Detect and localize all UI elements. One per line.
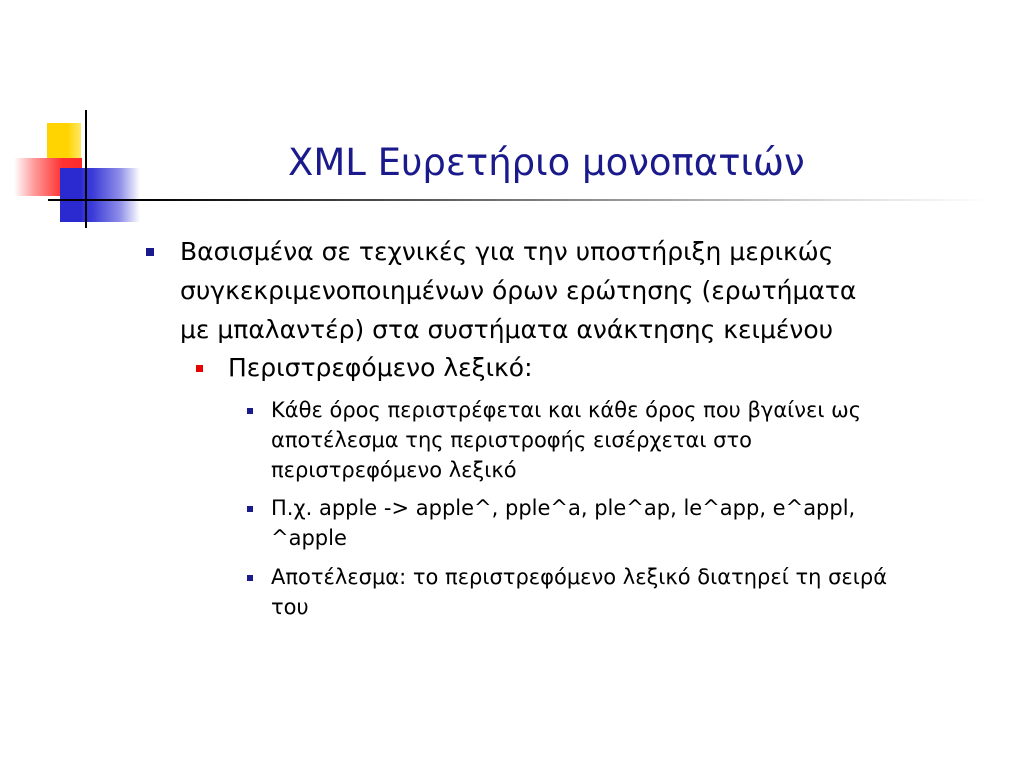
bullet-text xyxy=(271,395,861,485)
bullet-text xyxy=(228,348,533,388)
bullet-line: συγκεκριμενοποιημένων όρων ερώτησης (ερωτήματα xyxy=(180,276,857,305)
bullet-text xyxy=(271,562,887,622)
bullet-text xyxy=(180,232,856,349)
square-bullet-icon xyxy=(247,408,253,414)
bullet-line: αποτέλεσμα της περιστροφής εισέρχεται στο xyxy=(271,428,752,452)
bullet-line: Κάθε όρος περιστρέφεται και κάθε όρος που βγαίνει ως xyxy=(271,398,862,422)
bullet-line: περιστρεφόμενο λεξικό xyxy=(271,458,517,482)
decor-vertical-line xyxy=(85,110,87,228)
square-bullet-icon xyxy=(247,575,253,581)
square-bullet-icon xyxy=(247,506,253,512)
bullet-text xyxy=(271,493,855,553)
bullet-line: Περιστρεφόμενο λεξικό: xyxy=(228,353,533,382)
bullet-line: ^apple xyxy=(271,526,347,550)
bullet-line: με μπαλαντέρ) στα συστήματα ανάκτησης κειμένου xyxy=(180,315,834,344)
bullet-line: του xyxy=(271,595,309,619)
title-underline xyxy=(48,199,988,201)
square-bullet-icon xyxy=(146,248,154,256)
decor-blue-square-solid xyxy=(60,168,82,222)
decor-yellow-square xyxy=(47,123,81,161)
bullet-line: Αποτέλεσμα: το περιστρεφόμενο λεξικό διατηρεί τη σειρά xyxy=(271,565,888,589)
bullet-line: Π.χ. apple -> apple^, pple^a, ple^ap, le^app, e^appl, xyxy=(271,496,856,520)
slide-title: XML Ευρετήριο μονοπατιών xyxy=(288,141,805,184)
square-bullet-icon xyxy=(196,365,203,372)
bullet-line: Βασισμένα σε τεχνικές για την υποστήριξη μερικώς xyxy=(180,237,834,266)
